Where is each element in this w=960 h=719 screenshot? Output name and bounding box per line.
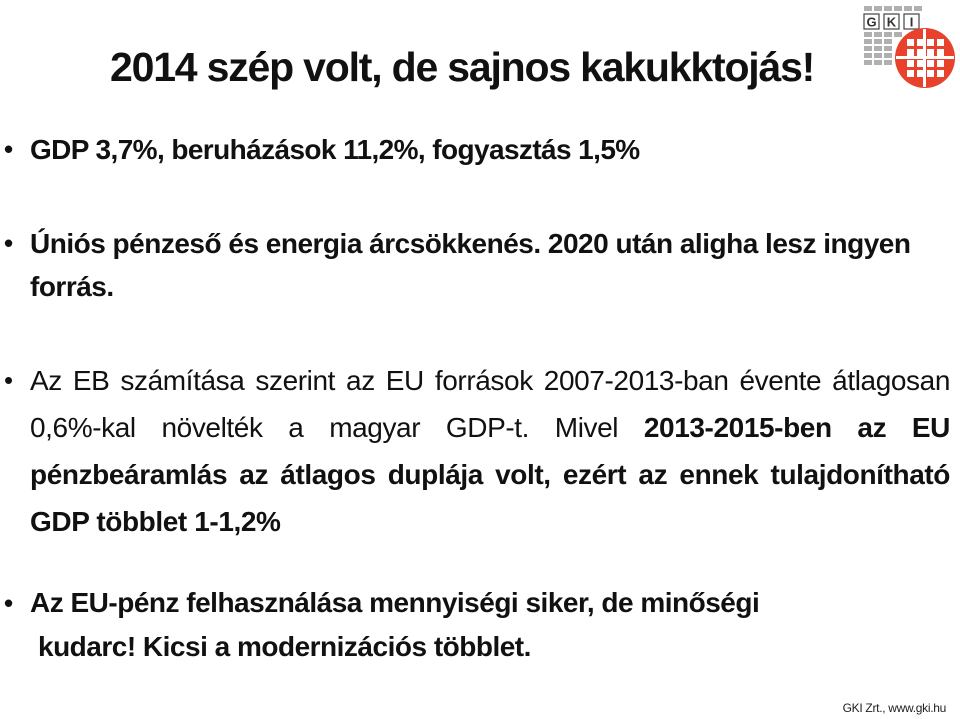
svg-text:K: K [886,14,897,30]
bullet-text-line1: Az EU-pénz felhasználása mennyiségi siker, de minőségi [30,587,760,618]
bullet-item [4,128,950,171]
bullet-text-line2: kudarc! Kicsi a modernizációs többlet. [38,631,531,662]
bullet-text-bold: 2013-2015-ben az EU pénzbeáramlás az átlagos duplája volt, ezért az ennek tulajdonítható GDP többlet 1-1,2% [30,412,950,537]
slide-title: 2014 szép volt, de sajnos kakukktojás! [110,44,815,90]
bullet-item [4,581,950,669]
gki-logo-graphic [862,4,958,92]
bullet-text: Úniós pénzeső és energia árcsökkenés. 2020 után aligha lesz ingyen forrás. [30,228,911,302]
bullet-dot: • [4,228,13,258]
bullet-item [4,222,950,308]
bullet-text: GDP 3,7%, beruházások 11,2%, fogyasztás 1,5% [30,134,640,165]
footer-credit: GKI Zrt., www.gki.hu [842,701,946,715]
bullet-dot: • [4,365,13,395]
bullet-item [4,357,950,545]
bullet-dot: • [4,134,13,164]
svg-text:G: G [866,14,877,30]
gki-logo [862,4,958,92]
svg-text:I: I [909,14,914,30]
bullet-dot: • [4,588,13,618]
bullet-text-plain: Az EB számítása szerint az EU források 2007-2013-ban évente átlagosan 0,6%-kal növelték a magyar GDP-t. Mivel [30,365,950,443]
